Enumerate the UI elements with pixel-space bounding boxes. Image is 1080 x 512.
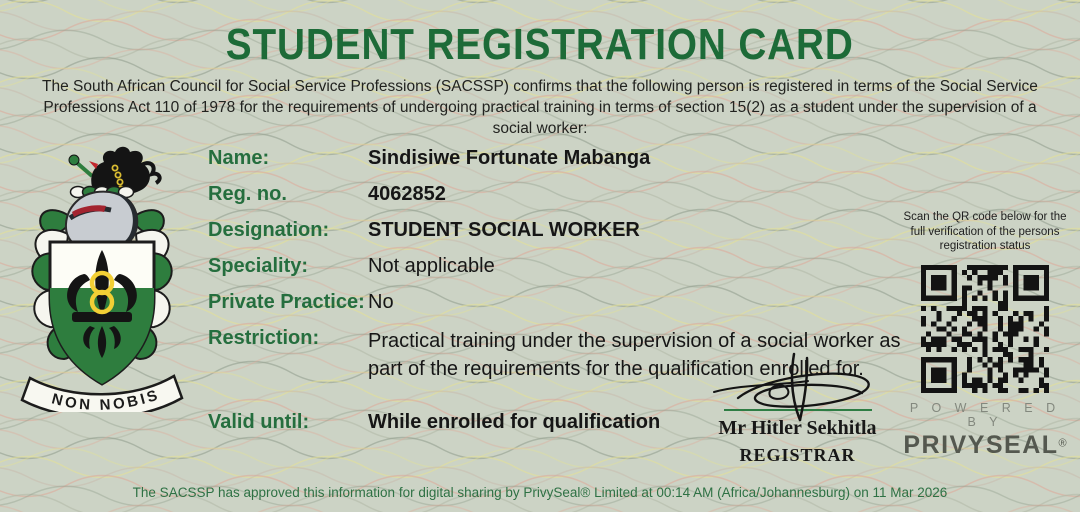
field-label: Reg. no.: [208, 183, 287, 205]
field-label: Restriction:: [208, 327, 320, 349]
field-value: 4062852: [368, 183, 446, 205]
registrar-name: Mr Hitler Sekhitla: [718, 417, 877, 439]
field-private-practice: [208, 291, 908, 314]
qr-instruction: Scan the QR code below for the full verification of the persons registration status: [903, 211, 1067, 252]
field-value: While enrolled for qualification: [368, 411, 661, 433]
field-speciality: [208, 255, 908, 278]
field-designation: [208, 219, 908, 242]
page-title: STUDENT REGISTRATION CARD: [226, 20, 854, 69]
field-name: [208, 147, 908, 170]
qr-code: [921, 265, 1049, 393]
field-value: Sindisiwe Fortunate Mabanga: [368, 147, 651, 169]
field-value: Not applicable: [368, 255, 495, 277]
powered-by-label: P O W E R E D B Y: [909, 400, 1061, 429]
motto-text: NON NOBIS: [49, 386, 163, 412]
field-value: Practical training under the supervision of a social worker as part of the requirements for the qualification enrolled for.: [368, 330, 901, 380]
field-value: No: [368, 291, 394, 313]
sacssp-crest-icon: [14, 146, 190, 412]
field-reg-no: [208, 183, 908, 206]
registered-trademark-symbol: ®: [1058, 437, 1067, 450]
qr-verification-panel: [903, 210, 1067, 460]
approval-footer: The SACSSP has approved this information for digital sharing by PrivySeal® Limited at 00:14 AM (Africa/Johannesburg) on 11 Mar 2026: [132, 485, 948, 500]
registrar-signature-block: [700, 350, 895, 466]
registrar-role: REGISTRAR: [739, 445, 856, 465]
registration-statement: The South African Council for Social Service Professions (SACSSP) confirms that the following person is registered in terms of the Social Service Professions Act 110 of 1978 for the requirements of undergoing practical training in terms of section 15(2) as a student under the supervision of a social worker:: [42, 78, 1038, 137]
signature-scribble-icon: [710, 350, 885, 422]
field-label: Valid until:: [208, 411, 310, 433]
shield-icon: [44, 242, 160, 390]
field-value: STUDENT SOCIAL WORKER: [368, 219, 640, 241]
field-label: Private Practice:: [208, 291, 365, 313]
helmet-icon: [66, 192, 137, 244]
field-label: Designation:: [208, 219, 330, 241]
field-label: Speciality:: [208, 255, 309, 277]
privyseal-wordmark: PRIVYSEAL: [903, 430, 1059, 459]
field-label: Name:: [208, 147, 270, 169]
privyseal-logo: [903, 431, 1067, 460]
